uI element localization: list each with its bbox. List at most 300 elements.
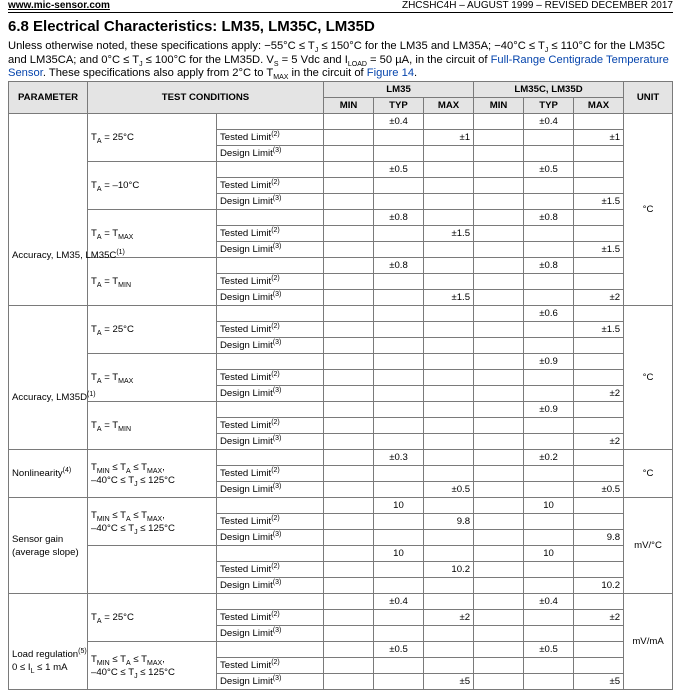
value-cell [574,562,624,578]
table-cell [474,386,524,402]
value-cell [524,674,574,690]
value-cell [424,162,474,178]
value-cell [574,210,624,226]
table-cell [217,642,324,658]
value-cell [524,658,574,674]
electrical-characteristics-table [8,81,673,690]
value-cell: ±0.4 [524,114,574,130]
tested-limit: Tested Limit$^{(2)}$ [217,370,324,386]
param-accuracy-lm35-lm35c: Accuracy, LM35, $LM35C^{(1)}$ [9,114,88,306]
value-cell [374,354,424,370]
value-cell [524,418,574,434]
value-cell [374,658,424,674]
tested-limit: Tested Limit$^{(2)}$ [217,466,324,482]
table-cell [324,146,374,162]
value-cell [374,562,424,578]
value-cell [424,338,474,354]
tested-limit: Tested Limit$^{(2)}$ [217,274,324,290]
value-cell [574,258,624,274]
value-cell [574,498,624,514]
value-cell [574,370,624,386]
value-cell [374,290,424,306]
table-cell [217,402,324,418]
param-sensor-gain: Sensor gain (average slope) [9,498,88,594]
table-cell [324,530,374,546]
table-cell [324,130,374,146]
value-cell [524,626,574,642]
value-cell [524,290,574,306]
value-cell: ±5 [574,674,624,690]
value-cell: ±0.5 [524,642,574,658]
table-cell [324,546,374,562]
header-max: MAX [424,98,474,114]
value-cell: ±0.4 [524,594,574,610]
value-cell [374,386,424,402]
value-cell [424,450,474,466]
value-cell [524,514,574,530]
table-cell [324,658,374,674]
table-cell [324,178,374,194]
value-cell [374,434,424,450]
value-cell [424,658,474,674]
condition-ta-25: $T_A = 25^\circ C$ [88,114,217,162]
header-min: MIN [324,98,374,114]
value-cell [424,114,474,130]
value-cell [374,610,424,626]
condition-ta-tmin: $T_A = T_{MIN}$ [88,402,217,450]
tested-limit: Tested Limit$^{(2)}$ [217,610,324,626]
value-cell [524,466,574,482]
value-cell [374,626,424,642]
table-row [9,114,673,130]
header-lm35: LM35 [324,82,474,98]
table-cell [474,546,524,562]
value-cell [374,322,424,338]
value-cell [524,610,574,626]
value-cell: ±1 [574,130,624,146]
value-cell: ±1.5 [424,226,474,242]
table-cell [474,658,524,674]
value-cell: 10.2 [424,562,474,578]
tested-limit: Tested Limit$^{(2)}$ [217,562,324,578]
design-limit: Design Limit$^{(3)}$ [217,530,324,546]
value-cell [374,402,424,418]
table-cell [324,290,374,306]
table-cell [324,274,374,290]
value-cell [524,274,574,290]
value-cell: ±0.5 [524,162,574,178]
value-cell [424,466,474,482]
value-cell [424,386,474,402]
table-row [9,498,673,514]
value-cell [524,338,574,354]
value-cell [374,482,424,498]
value-cell: ±1.5 [574,242,624,258]
table-cell [474,354,524,370]
table-cell [474,530,524,546]
value-cell [424,178,474,194]
value-cell [574,274,624,290]
full-range-sensor-link[interactable]: Full-Range Centigrade Temperature Sensor [8,53,669,80]
value-cell: 9.8 [574,530,624,546]
table-cell [324,370,374,386]
table-cell [324,498,374,514]
condition-ta-25: $T_A = 25^\circ C$ [88,594,217,642]
value-cell [374,466,424,482]
table-cell [474,146,524,162]
param-load-regulation: Load regulation$^{(5)}$ $0 \le I_L \le 1$ mA [9,594,88,690]
header-min: MIN [474,98,524,114]
value-cell [424,306,474,322]
table-cell [324,338,374,354]
value-cell [424,418,474,434]
table-cell [474,514,524,530]
value-cell [524,482,574,498]
value-cell [424,242,474,258]
value-cell [574,306,624,322]
unit-degc: °C [624,114,673,306]
tested-limit: Tested Limit$^{(2)}$ [217,658,324,674]
value-cell [574,594,624,610]
value-cell: ±1 [424,130,474,146]
condition-ta-tmax: $T_A = T_{MAX}$ [88,210,217,258]
figure-14-link[interactable]: Figure 14 [366,67,415,80]
value-cell [374,578,424,594]
design-limit: Design Limit$^{(3)}$ [217,194,324,210]
value-cell [424,530,474,546]
condition-tmin-tmax-range: $T_{MIN} \le T_A \le T_{MAX}$, $-40^\circ C \le T_J \le 125^\circ C$ [88,642,217,690]
unit-mv-per-ma: mV/mA [624,594,673,690]
table-cell [474,322,524,338]
table-row [9,546,673,562]
table-cell [474,402,524,418]
table-cell [324,354,374,370]
table-cell [324,610,374,626]
limit-blank [217,114,324,130]
condition-ta-25: $T_A = 25^\circ C$ [88,306,217,354]
value-cell [424,594,474,610]
table-cell [324,402,374,418]
table-cell [217,258,324,274]
value-cell [424,434,474,450]
table-cell [474,114,524,130]
table-row [9,450,673,466]
value-cell [574,226,624,242]
table-cell [217,450,324,466]
table-cell [474,306,524,322]
value-cell [574,450,624,466]
value-cell: 10 [524,498,574,514]
value-cell: ±0.5 [374,642,424,658]
value-cell [424,194,474,210]
condition-tmin-tmax-range: $T_{MIN} \le T_A \le T_{MAX}$, $-40^\circ C \le T_J \le 125^\circ C$ [88,450,217,498]
value-cell: ±0.2 [524,450,574,466]
value-cell [574,546,624,562]
value-cell [424,402,474,418]
table-cell [474,674,524,690]
value-cell [424,210,474,226]
value-cell [574,626,624,642]
value-cell [374,338,424,354]
table-cell [474,370,524,386]
value-cell: ±0.9 [524,354,574,370]
table-cell [324,162,374,178]
value-cell: ±2 [574,610,624,626]
table-cell [324,322,374,338]
document-id: ZHCSHC4H – AUGUST 1999 – REVISED DECEMBER 2017 [401,0,673,11]
header-parameter: PARAMETER [9,82,88,114]
design-limit: Design Limit$^{(3)}$ [217,338,324,354]
unit-degc: °C [624,306,673,450]
header-lm35c-lm35d: LM35C, LM35D [474,82,624,98]
table-cell [217,354,324,370]
table-cell [324,194,374,210]
value-cell: ±1.5 [574,322,624,338]
value-cell: ±0.5 [574,482,624,498]
table-cell [324,482,374,498]
table-cell [474,210,524,226]
tested-limit: Tested Limit$^{(2)}$ [217,130,324,146]
table-cell [474,338,524,354]
value-cell: 10.2 [574,578,624,594]
tested-limit: Tested Limit$^{(2)}$ [217,178,324,194]
table-cell [324,642,374,658]
design-limit: Design Limit$^{(3)}$ [217,386,324,402]
value-cell: ±5 [424,674,474,690]
value-cell: ±0.4 [374,594,424,610]
value-cell [524,386,574,402]
value-cell: 10 [374,546,424,562]
table-cell [324,306,374,322]
table-row [9,642,673,658]
value-cell [424,354,474,370]
table-cell [324,514,374,530]
table-cell [474,450,524,466]
table-row [9,306,673,322]
value-cell: ±0.9 [524,402,574,418]
tested-limit: Tested Limit$^{(2)}$ [217,322,324,338]
value-cell [424,578,474,594]
value-cell [424,626,474,642]
table-cell [474,642,524,658]
value-cell: ±1.5 [574,194,624,210]
value-cell [374,242,424,258]
table-cell [324,674,374,690]
value-cell [374,370,424,386]
header-test-conditions: TEST CONDITIONS [88,82,324,114]
table-cell [474,626,524,642]
value-cell: 10 [524,546,574,562]
table-cell [474,578,524,594]
value-cell [524,146,574,162]
header-unit: UNIT [624,82,673,114]
value-cell [374,178,424,194]
table-cell [324,594,374,610]
value-cell [524,530,574,546]
value-cell [424,274,474,290]
value-cell: ±0.3 [374,450,424,466]
design-limit: Design Limit$^{(3)}$ [217,146,324,162]
table-cell [324,466,374,482]
value-cell [574,658,624,674]
value-cell [374,514,424,530]
tested-limit: Tested Limit$^{(2)}$ [217,418,324,434]
table-cell [324,258,374,274]
table-cell [324,434,374,450]
table-cell [474,466,524,482]
page-header [8,0,673,13]
value-cell [374,674,424,690]
table-cell [474,162,524,178]
table-row [9,402,673,418]
condition-ta-minus-10: $T_A = -10^\circ C$ [88,162,217,210]
table-cell [474,434,524,450]
condition-ta-tmin: $T_A = T_{MIN}$ [88,258,217,306]
table-cell [324,450,374,466]
table-cell [474,274,524,290]
table-cell [474,178,524,194]
condition-tmin-tmax-range: $T_{MIN} \le T_A \le T_{MAX}$, $-40^\circ C \le T_J \le 125^\circ C$ [88,498,217,546]
value-cell [524,370,574,386]
value-cell [374,418,424,434]
condition-ta-tmax: $T_A = T_{MAX}$ [88,354,217,402]
table-row [9,210,673,226]
value-cell [574,418,624,434]
condition-blank [88,546,217,594]
table-cell [324,562,374,578]
value-cell: ±0.4 [374,114,424,130]
value-cell [424,322,474,338]
value-cell [524,178,574,194]
table-cell [474,226,524,242]
table-cell [474,498,524,514]
table-cell [474,242,524,258]
value-cell [424,146,474,162]
table-cell [217,306,324,322]
value-cell: ±0.8 [524,258,574,274]
table-row [9,354,673,370]
design-limit: Design Limit$^{(3)}$ [217,674,324,690]
unit-degc: °C [624,450,673,498]
table-cell [324,626,374,642]
table-cell [324,114,374,130]
intro-paragraph: Unless otherwise noted, these specifications apply: $-55^\circ C \le T_J \le 150^\circ C$ for the LM35 and LM35A; $-40^\circ C \le T_J \le 110^\circ C$ for the LM35C and LM35CA; and $0^\circ C \le T_J \le 100^\circ C$ for the LM35D. $V_S = 5$ Vdc and $I_{LOAD} = 50$ µA, in the circuit of Full-Range Centigrade Temperature Sensor. These specifications also apply from 2°C to $T_{MAX}$ in the circuit of Figure 14. [8,40,669,82]
table-cell [324,578,374,594]
table-cell [474,130,524,146]
value-cell [574,642,624,658]
value-cell [524,434,574,450]
value-cell [374,530,424,546]
table-cell [217,546,324,562]
table-cell [474,482,524,498]
design-limit: Design Limit$^{(3)}$ [217,578,324,594]
table-cell [217,162,324,178]
table-cell [217,498,324,514]
value-cell [374,274,424,290]
design-limit: Design Limit$^{(3)}$ [217,434,324,450]
design-limit: Design Limit$^{(3)}$ [217,290,324,306]
table-cell [474,258,524,274]
value-cell [524,130,574,146]
design-limit: Design Limit$^{(3)}$ [217,482,324,498]
header-max: MAX [574,98,624,114]
value-cell [424,642,474,658]
value-cell [574,338,624,354]
header-typ: TYP [524,98,574,114]
value-cell [574,178,624,194]
value-cell [524,194,574,210]
value-cell [374,130,424,146]
table-row [9,162,673,178]
value-cell: 9.8 [424,514,474,530]
value-cell [574,146,624,162]
param-accuracy-lm35d: Accuracy, $LM35D^{(1)}$ [9,306,88,450]
value-cell [524,226,574,242]
table-cell [474,290,524,306]
value-cell: ±2 [574,434,624,450]
table-cell [474,610,524,626]
value-cell [574,514,624,530]
table-cell [474,418,524,434]
table-cell [324,210,374,226]
value-cell: ±0.8 [374,210,424,226]
value-cell [374,226,424,242]
table-cell [474,594,524,610]
tested-limit: Tested Limit$^{(2)}$ [217,514,324,530]
value-cell: ±2 [574,290,624,306]
table-row [9,594,673,610]
value-cell: 10 [374,498,424,514]
table-cell [474,562,524,578]
value-cell: ±0.5 [424,482,474,498]
value-cell [574,466,624,482]
table-cell [324,418,374,434]
table-cell [324,226,374,242]
value-cell: ±1.5 [424,290,474,306]
param-nonlinearity: Nonlinearity$^{(4)}$ [9,450,88,498]
value-cell [424,370,474,386]
value-cell [524,562,574,578]
value-cell: ±0.5 [374,162,424,178]
value-cell: ±2 [574,386,624,402]
website-link[interactable]: www.mic-sensor.com [8,0,110,11]
value-cell: ±0.8 [524,210,574,226]
table-cell [217,594,324,610]
value-cell [424,546,474,562]
tested-limit: Tested Limit$^{(2)}$ [217,226,324,242]
section-title: 6.8 Electrical Characteristics: LM35, LM35C, LM35D [8,18,375,35]
table-cell [217,210,324,226]
value-cell [524,578,574,594]
table-cell [324,242,374,258]
value-cell [374,194,424,210]
unit-mv-per-degc: mV/°C [624,498,673,594]
value-cell: ±0.6 [524,306,574,322]
table-cell [324,386,374,402]
header-typ: TYP [374,98,424,114]
value-cell [524,242,574,258]
value-cell [424,258,474,274]
value-cell [424,498,474,514]
value-cell: ±0.8 [374,258,424,274]
value-cell [374,146,424,162]
value-cell [574,354,624,370]
design-limit: Design Limit$^{(3)}$ [217,242,324,258]
value-cell [574,114,624,130]
value-cell [524,322,574,338]
value-cell [574,162,624,178]
value-cell: ±2 [424,610,474,626]
